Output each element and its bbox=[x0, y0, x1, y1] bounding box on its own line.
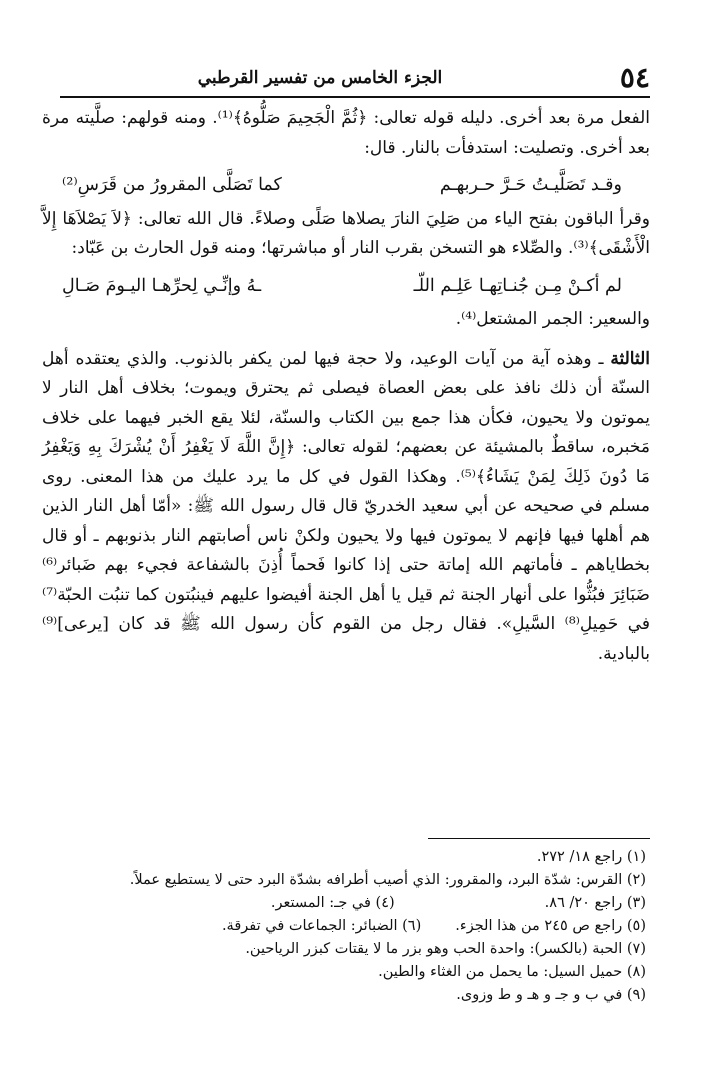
verse-1-second-hemistich: كما تَصَلَّى المقرورُ من قَرَسِ⁽²⁾ bbox=[62, 175, 282, 195]
footnote-5: (٥) راجع ص ٢٤٥ من هذا الجزء. bbox=[455, 918, 646, 934]
page-header bbox=[60, 62, 650, 98]
footnote-3: (٣) راجع ٢٠/ ٨٦. bbox=[544, 895, 646, 911]
verse-2-first-hemistich: لم أكـنْ مِـن جُنـاتِهـا عَلِـم اللّـ bbox=[413, 275, 622, 296]
verse-2-second-hemistich: ـهُ وإنِّـي لِحرِّهـا اليـومَ صَـالِ bbox=[62, 275, 262, 296]
running-title: الجزء الخامس من تفسير القرطبي bbox=[197, 68, 443, 88]
poetry-verse-2 bbox=[42, 264, 650, 306]
footnote-2: (٢) القرس: شدّة البرد، والمقرور: الذي أصيب أطرافه بشدّة البرد حتى لا يستطيع عملاً. bbox=[129, 872, 646, 888]
poetry-verse-1 bbox=[42, 163, 650, 205]
main-text bbox=[42, 104, 650, 669]
paragraph-2: وقرأ الباقون بفتح الياء من صَلِيَ النارَ يصلاها صَلًى وصلاءً. قال الله تعالى: ﴿لاَ يَصْلاَهَا إِلاَّ الْأَشْقَى﴾⁽³⁾. والصِّلاء هو التسخن بقرب النار أو مباشرتها؛ ومنه قول الحارث بن عَبّاد: bbox=[42, 208, 650, 258]
footnote-9: (٩) في ب و جـ و هـ و ط وزوى. bbox=[456, 987, 646, 1003]
section-label: الثالثة bbox=[610, 348, 650, 369]
footnote-row-3-4 bbox=[60, 892, 646, 915]
verse-1-first-hemistich: وقـد تَصَلَّيـتُ حَـرَّ حـربهـم bbox=[439, 175, 622, 195]
footnote-7: (٧) الحبة (بالكسر): واحدة الحب وهو بزر ما لا يقتات كبزر الرياحين. bbox=[245, 941, 646, 957]
footnote-8: (٨) حميل السيل: ما يحمل من الغثاء والطين. bbox=[378, 964, 646, 980]
footnote-divider bbox=[428, 838, 650, 839]
footnote-6: (٦) الضبائر: الجماعات في تفرقة. bbox=[221, 918, 422, 934]
paragraph-3: والسعير: الجمر المشتعل⁽⁴⁾. bbox=[455, 309, 650, 329]
paragraph-4-text: ـ وهذه آية من آيات الوعيد، ولا حجة فيها لمن يكفر بالذنوب. والذي يعتقده أهل السنّة أن ذلك نافذ على بعض العصاة فيصلى ثم يحترق ويموت؛ بخلاف أهل النار لا يموتون ولا يحيون، فكأن هذا جمع بين الكتاب والسنّة، لئلا يقع الخبر فيهما على خلاف مَخبره، ساقطٌ بالمشيئة عن بعضهم؛ لقوله تعالى: ﴿إِنَّ اللَّهَ لَا يَغْفِرُ أَنْ يُشْرَكَ بِهِ وَيَغْفِرُ مَا دُونَ ذَلِكَ لِمَنْ يَشَاءُ﴾⁽⁵⁾. وهكذا القول في كل ما يرد عليك من هذا المعنى. روى مسلم في صحيحه عن أبي سعيد الخدريّ قال قال رسول الله ﷺ: «أمّا أهل النار الذين هم أهلها فيها فإنهم لا يموتون فيها ولا يحيون ولكنْ ناس أصابتهم النار بذنوبهم ـ أو قال بخطاياهم ـ فأماتهم الله إماتة حتى إذا كانوا فَحماً أُذِنَ بالشفاعة فجيء بهم ضَبائر⁽⁶⁾ ضَبَائِرَ فبُثُّوا على أنهار الجنة ثم قيل يا أهل الجنة أفيضوا عليهم فينبُتون كما تنبُت الحبّة⁽⁷⁾ في حَمِيلِ⁽⁸⁾ السَّيلِ». فقال رجل من القوم كأن رسول الله ﷺ قد كان [يرعى]⁽⁹⁾ بالبادية. bbox=[42, 348, 650, 664]
paragraph-4 bbox=[42, 345, 650, 670]
footnote-1: (١) راجع ١٨/ ٢٧٢. bbox=[536, 849, 646, 865]
page-number: ٥٤ bbox=[619, 61, 650, 94]
footnote-4: (٤) في جـ: المستعر. bbox=[270, 895, 395, 911]
footnotes bbox=[60, 846, 646, 1007]
footnote-row-5-6 bbox=[60, 915, 646, 938]
paragraph-1: الفعل مرة بعد أخرى. دليله قوله تعالى: ﴿ثُمَّ الْجَحِيمَ صَلُّوهُ﴾⁽¹⁾. ومنه قولهم: صلَّيته مرة بعد أخرى. وتصليت: استدفأت بالنار. قال: bbox=[42, 108, 650, 158]
